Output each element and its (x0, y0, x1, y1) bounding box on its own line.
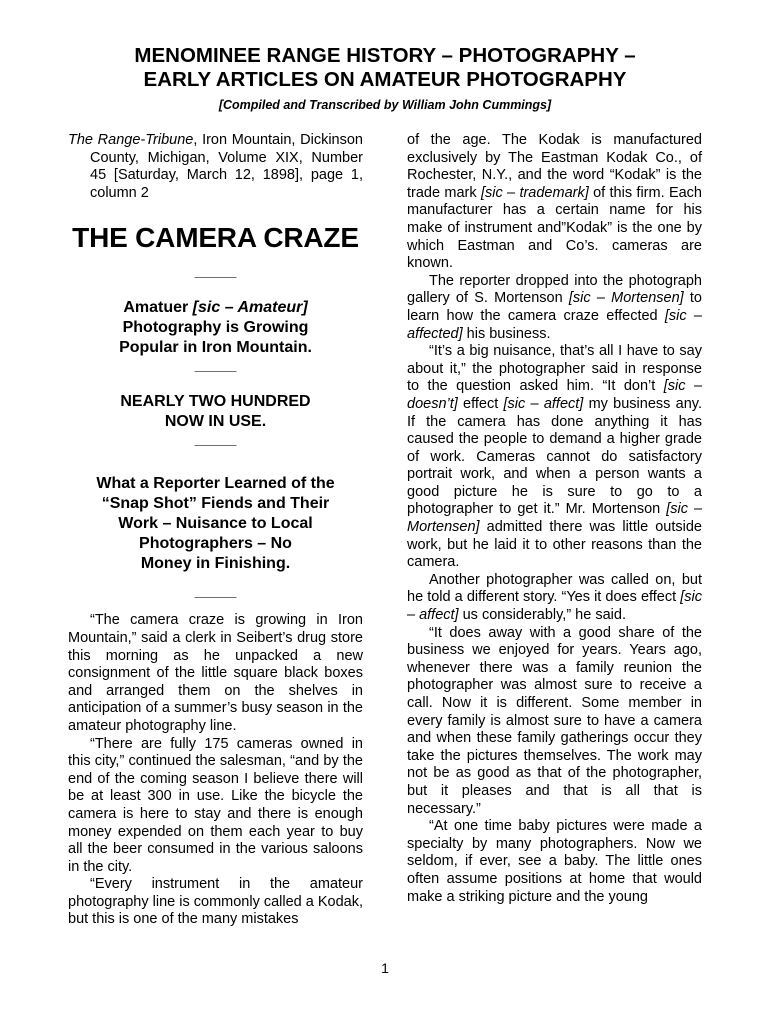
divider-rule: _____ (194, 583, 237, 601)
title-line-1: MENOMINEE RANGE HISTORY – PHOTOGRAPHY – (134, 44, 636, 67)
deck1-line-2: Photography is Growing (122, 319, 309, 337)
article-paragraph (407, 273, 702, 343)
article-paragraph (407, 132, 702, 273)
text-run: us considerably,” he said. (458, 607, 626, 624)
text-run: effect (457, 395, 504, 412)
article-paragraph (407, 572, 702, 625)
deck-headline-1 (68, 298, 363, 358)
text-run: “It’s a big nuisance, that’s all I have to say about it,” the photographer said in response to the question asked him. “It don’t (407, 343, 702, 395)
deck3-line-5: Money in Finishing. (140, 555, 291, 573)
article-paragraph: “At one time baby pictures were made a specialty by many photographers. Now we seldom, if ever, see a baby. The little ones often assume positions at home that would make a striking picture and the young (407, 818, 702, 905)
deck3-line-4: Photographers – No (139, 535, 292, 553)
text-run: The reporter dropped into the photograph gallery of S. Mortenson (407, 272, 702, 307)
text-run: his business. (462, 325, 551, 342)
divider-rule: _____ (194, 431, 237, 449)
left-column (68, 132, 363, 929)
text-run: to learn how the camera craze effected (407, 290, 702, 324)
sic-note: [sic – affected] (407, 307, 702, 342)
text-run: of the age. The Kodak is manufactured exclusively by The Eastman Kodak Co., of Rochester, N.Y., and the word “Kodak” is the trade mark (407, 132, 702, 201)
deck-headline-2 (68, 392, 363, 432)
compiler-credit: [Compiled and Transcribed by William John Cummings] (218, 98, 552, 112)
deck3-line-3: Work – Nuisance to Local (118, 515, 313, 533)
divider-rule: _____ (194, 263, 237, 281)
deck2-line-2: NOW IN USE. (164, 413, 267, 431)
sic-note: [sic – Mortensen] (407, 501, 703, 536)
article-paragraph: “Every instrument in the amateur photography line is commonly called a Kodak, but this is one of the many mistakes (68, 876, 363, 928)
deck1-word: Amatuer (123, 299, 193, 317)
deck-headline-3 (68, 474, 363, 574)
article-paragraph: “There are fully 175 cameras owned in this city,” continued the salesman, “and by the end of the coming season I believe there will be at least 300 in use. Like the bicycle the camera is here to stay and there is enough money expended on them each year to buy all the beer consumed in the various saloons in the city. (68, 735, 363, 875)
article-paragraph (407, 343, 702, 572)
article-headline: THE CAMERA CRAZE (72, 222, 359, 254)
sic-note: [sic – affect] (503, 395, 584, 412)
text-run: Another photographer was called on, but he told a different story. “Yes it does effect (407, 571, 702, 606)
deck3-line-1: What a Reporter Learned of the (96, 475, 335, 493)
deck2-line-1: NEARLY TWO HUNDRED (120, 393, 311, 411)
deck3-line-2: “Snap Shot” Fiends and Their (101, 495, 330, 513)
citation-details: , Iron Mountain, Dickinson County, Michigan, Volume XIX, Number 45 [Saturday, March 12, 1898], page 1, column 2 (90, 132, 363, 201)
title-line-2: EARLY ARTICLES ON AMATEUR PHOTOGRAPHY (143, 68, 627, 91)
text-run: admitted there was little outside work, but he laid it to other reasons than the camera. (407, 519, 702, 571)
sic-note: [sic – trademark] (480, 184, 589, 201)
text-run: my business any. If the camera has done anything it has caused the people to demand a higher grade of work. Cameras cannot do satisfactory portrait work, and when a person wants a good picture he is sure to go to a photographer to get it.” Mr. Mortenson (407, 395, 702, 518)
sic-note: [sic – doesn’t] (407, 378, 703, 412)
sic-note: [sic – Amateur] (192, 299, 308, 317)
text-run: of this firm. Each manufacturer has a certain name for his make of instrument and”Kodak” is the one by which Eastman and Co’s. cameras are known. (407, 184, 702, 272)
page-number: 1 (381, 960, 389, 976)
article-paragraph: “It does away with a good share of the business we enjoyed for years. Years ago, whenever there was a family reunion the photographer was almost sure to receive a call. Now it is different. Some member in every family is almost sure to have a camera and when these family gatherings occur they take the pictures themselves. The work may not be as good as that of the photographer, but it pleases and that is all that is necessary.” (407, 624, 702, 817)
page-title (40, 44, 730, 92)
deck1-line-3: Popular in Iron Mountain. (119, 339, 312, 357)
newspaper-name: The Range-Tribune (68, 132, 194, 148)
source-citation (68, 132, 363, 202)
sic-note: [sic – affect] (407, 589, 702, 624)
divider-rule: _____ (194, 357, 237, 375)
sic-note: [sic – Mortensen] (568, 290, 684, 307)
article-paragraph: “The camera craze is growing in Iron Mountain,” said a clerk in Seibert’s drug store this morning as he unpacked a new consignment of the little square black boxes and arranged them on the shelves in anticipation of a summer’s busy season in the amateur photography line. (68, 612, 363, 734)
right-column (407, 132, 702, 906)
